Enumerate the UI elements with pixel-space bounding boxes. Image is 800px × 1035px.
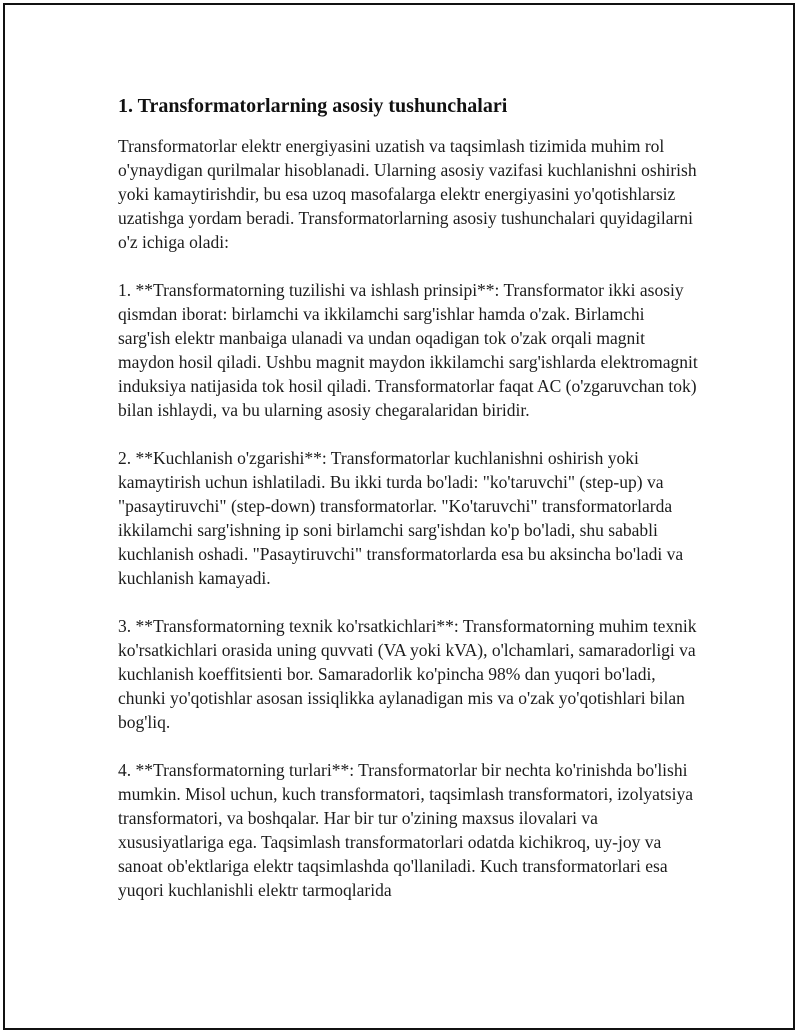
paragraph-technical-specs: 3. **Transformatorning texnik ko'rsatkichlari**: Transformatorning muhim texnik ko'rsatkichlari orasida uning quvvati (VA yoki kVA), o'lchamlari, samaradorligi va kuchlanish koeffitsienti bor. Samaradorlik ko'pincha 98% dan yuqori bo'ladi, chunki yo'qotishlar asosan issiqlikka aylanadigan mis va o'zak yo'qotishlari bilan bog'liq.: [118, 616, 697, 732]
paragraph-structure-principle: 1. **Transformatorning tuzilishi va ishlash prinsipi**: Transformator ikki asosiy qismdan iborat: birlamchi va ikkilamchi sarg'ishlar hamda o'zak. Birlamchi sarg'ish elektr manbaiga ulanadi va undan oqadigan tok o'zak orqali magnit maydon hosil qiladi. Ushbu magnit maydon ikkilamchi sarg'ishlarda elektromagnit induksiya natijasida tok hosil qiladi. Transformatorlar faqat AC (o'zgaruvchan tok) bilan ishlaydi, va bu ularning asosiy chegaralaridan biridir.: [118, 280, 698, 420]
paragraph-types: 4. **Transformatorning turlari**: Transformatorlar bir nechta ko'rinishda bo'lishi mumkin. Misol uchun, kuch transformatori, taqsimlash transformatori, izolyatsiya transformatori, va boshqalar. Har bir tur o'zining maxsus ilovalari va xususiyatlariga ega. Taqsimlash transformatorlari odatda kichikroq, uy-joy va sanoat ob'ektlariga elektr taqsimlashda qo'llaniladi. Kuch transformatorlari esa yuqori kuchlanishli elektr tarmoqlarida: [118, 760, 693, 900]
section-title: 1. Transformatorlarning asosiy tushunchalari: [118, 95, 508, 117]
paragraph-voltage-change: 2. **Kuchlanish o'zgarishi**: Transformatorlar kuchlanishni oshirish yoki kamaytirish uchun ishlatiladi. Bu ikki turda bo'ladi: "ko'taruvchi" (step-up) va "pasaytiruvchi" (step-down) transformatorlar. "Ko'taruvchi" transformatorlarda ikkilamchi sarg'ishning ip soni birlamchi sarg'ishdan ko'p bo'ladi, shu sababli kuchlanish oshadi. "Pasaytiruvchi" transformatorlarda esa bu aksincha bo'ladi va kuchlanish kamayadi.: [118, 448, 684, 588]
document-body: [118, 92, 698, 926]
intro-paragraph: Transformatorlar elektr energiyasini uzatish va taqsimlash tizimida muhim rol o'ynaydigan qurilmalar hisoblanadi. Ularning asosiy vazifasi kuchlanishni oshirish yoki kamaytirishdir, bu esa uzoq masofalarga elektr energiyasini yo'qotishlarsiz uzatishga yordam beradi. Transformatorlarning asosiy tushunchalari quyidagilarni o'z ichiga oladi:: [118, 136, 697, 252]
